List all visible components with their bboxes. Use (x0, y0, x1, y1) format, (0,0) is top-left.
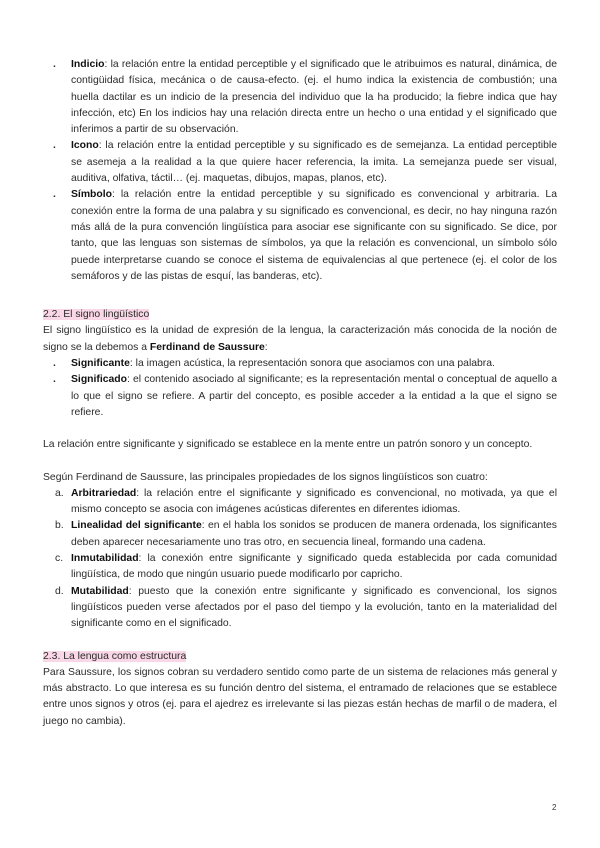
property-item-mutabilidad (43, 584, 557, 633)
text-inmutabilidad: : la conexión entre significante y significado queda establecida por cada comunidad lingüística, de modo que ningún usuario puede modificarlo por capricho. (71, 553, 557, 581)
text-significado: : el contenido asociado al significante; es la representación mental o conceptual de aquello a lo que el signo se refiere. A partir del concepto, es posible acceder a la entidad a la que el signo se refiere. (71, 374, 557, 418)
text-significante: : la imagen acústica, la representación sonora que asociamos con una palabra. (129, 358, 495, 370)
list-item-icono (43, 138, 557, 187)
bullet-icon: . (53, 140, 56, 152)
intro-colon: : (264, 341, 268, 353)
term-linealidad: Linealidad del significante (71, 520, 202, 532)
list-letter: b. (55, 520, 64, 532)
list-letter: c. (55, 553, 64, 565)
bullet-icon: . (53, 59, 56, 70)
term-inmutabilidad: Inmutabilidad (71, 553, 139, 565)
term-icono: Icono (71, 140, 99, 152)
list-item-simbolo (43, 187, 557, 285)
paragraph-relacion: La relación entre significante y significado se establece en la mente entre un patrón sonoro y un concepto. (43, 439, 533, 451)
text-simbolo: : la relación entre la entidad perceptible y su significado es convencional y arbitraria. La conexión entre la forma de una palabra y su significado es convencional, es decir, no hay ninguna razón más allá de la pura convención lingüística para asociar ese significante con su significado. Se dice, por tanto, que las lenguas son sistemas de símbolos, ya que la relación es convencional, un símbolo sólo puede interpretarse cuando se conoce el sistema de equivalencias al que pertenece (ej. el color de los semáforos y de las pistas de esquí, las banderas, etc). (71, 189, 557, 282)
term-simbolo: Símbolo (71, 189, 112, 201)
intro-text: El signo lingüístico es la unidad de expresión de la lengua, la caracterización más conocida de la noción de signo se la debemos a (43, 325, 557, 353)
term-indicio: Indicio (71, 59, 105, 70)
section-heading-2-3 (43, 649, 557, 665)
list-item-indicio (43, 57, 557, 138)
term-mutabilidad: Mutabilidad (71, 585, 129, 597)
list-item-significante (43, 356, 557, 372)
section-heading-2-3-text: 2.3. La lengua como estructura (43, 650, 187, 662)
property-item-arbitrariedad (43, 486, 557, 519)
term-significante: Significante (71, 358, 130, 370)
page-content (43, 57, 557, 730)
text-arbitrariedad: : la relación entre el significante y significado es convencional, no motivada, ya que el mismo concepto se asocia con imágenes acústicas diferentes en diferentes idiomas. (71, 487, 557, 516)
list-item-significado (43, 372, 557, 421)
paragraph-lengua-estructura: Para Saussure, los signos cobran su verdadero sentido como parte de un sistema de relaciones más general y más abstracto. Lo que interesa es su función dentro del sistema, el entramado de relaciones que se establece entre unos signos y otros (ej. para el ajedrez es irrelevante si las piezas están hechas de marfil o de madera, el juego no cambia). (43, 666, 557, 727)
page-number: 2 (552, 803, 557, 812)
section-2-2-intro (43, 323, 557, 356)
section-heading-2-2-text: 2.2. El signo lingüístico (43, 309, 150, 321)
bullet-icon: . (53, 374, 56, 386)
text-linealidad: : en el habla los sonidos se producen de manera ordenada, los significantes deben aparecer necesariamente uno tras otro, en secuencia lineal, formando una cadena. (71, 520, 557, 548)
property-item-inmutabilidad (43, 551, 557, 584)
text-mutabilidad: : puesto que la conexión entre significante y significado es convencional, los signos lingüísticos pueden verse afectados por el paso del tiempo y la evolución, tanto en la materialidad del significante como en el significado. (71, 585, 557, 630)
section-heading-2-2 (43, 307, 557, 323)
property-item-linealidad (43, 518, 557, 551)
list-letter: d. (55, 585, 64, 597)
text-icono: : la relación entre la entidad perceptible y su significado es de semejanza. La entidad perceptible se asemeja a la realidad a la que quiere hacer referencia, la imita. La semejanza puede ser visual, auditiva, olfativa, táctil… (ej. maquetas, dibujos, mapas, planos, etc). (71, 140, 557, 185)
intro-bold-saussure: Ferdinand de Saussure (149, 341, 265, 353)
list-letter: a. (55, 487, 64, 499)
bullet-icon: . (53, 358, 56, 370)
term-arbitrariedad: Arbitrariedad (71, 487, 137, 499)
paragraph-propiedades-intro: Según Ferdinand de Saussure, las principales propiedades de los signos lingüísticos son cuatro: (43, 471, 488, 483)
bullet-icon: . (53, 189, 56, 201)
text-indicio: : la relación entre la entidad perceptible y el significado que le atribuimos es natural, dinámica, de contigüidad física, mecánica o de causa-efecto. (ej. el humo indica la existencia de combustión; una huella dactilar es un indicio de la presencia del individuo que la ha producido; la fiebre indica que hay infección, etc) En los indicios hay una relación directa entre un hecho o una entidad y el significado que inferimos a partir de su observación. (71, 59, 557, 136)
term-significado: Significado (71, 374, 127, 386)
